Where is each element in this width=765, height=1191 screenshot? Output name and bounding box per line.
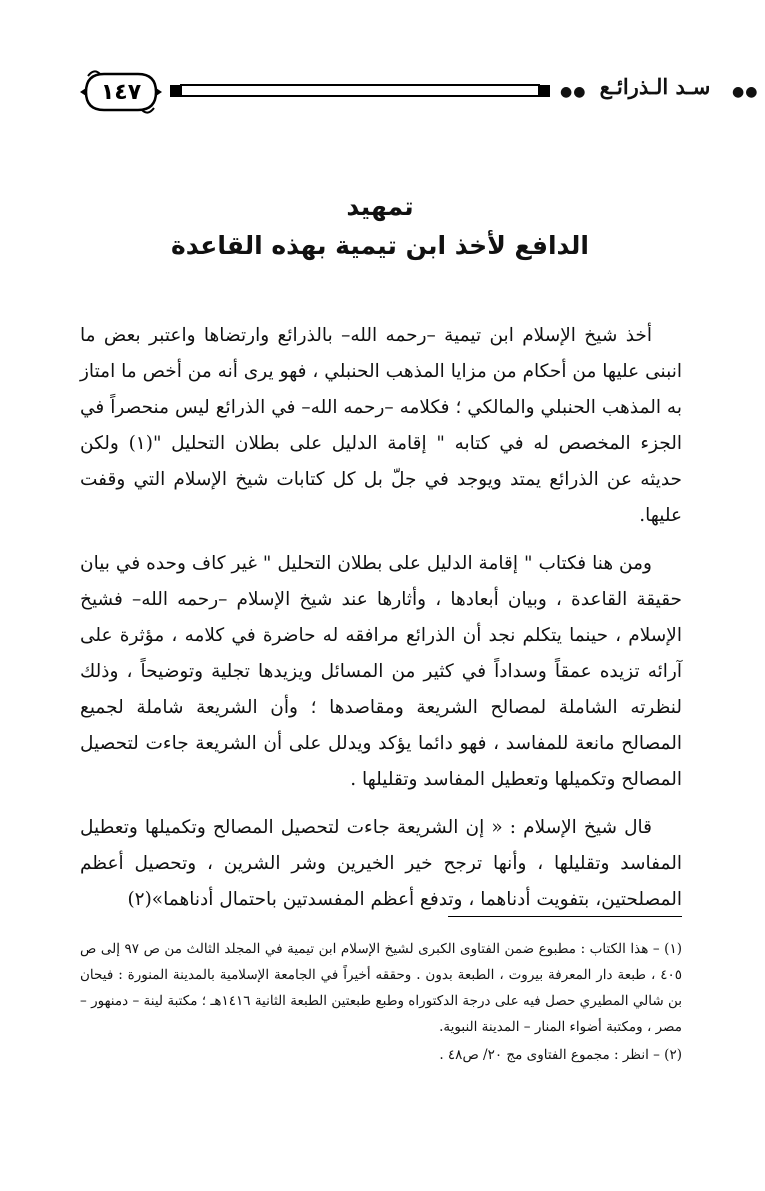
paragraph: قال شيخ الإسلام : « إن الشريعة جاءت لتحصيل المصالح وتكميلها وتعطيل المفاسد وتقليلها ، وأنها ترجح خير الخيرين وشر الشرين ، وتحصيل أعظم المصلحتين، بتفويت أدناهما ، وتدفع أعظم المفسدتين باحتمال أدناهما»(٢) [80,817,682,910]
page-number-badge [80,70,162,114]
footnotes [80,936,682,1070]
paragraph: ومن هنا فكتاب " إقامة الدليل على بطلان التحليل " غير كاف وحده في بيان حقيقة القاعدة ، وبيان أبعادها ، وأثارها عند شيخ الإسلام –رحمه الله– فشيخ الإسلام ، حينما يتكلم نجد أن الذرائع مرافقه له حاضرة في كلامه ، مؤثرة على آرائه تزيده عمقاً وسداداً في كثير من المسائل ويزيدها تجلية وتوضيحاً ، وذلك لنظرته الشاملة لمصالح الشريعة ومقاصدها ؛ وأن الشريعة شاملة لجميع المصالح مانعة للمفاسد ، فهو دائما يؤكد ويدلل على أن الشريعة جاءت لتحصيل المصالح وتكميلها وتعطيل المفاسد وتقليلها . [80,553,682,790]
footnote: (٢) – انظر : مجموع الفتاوى مج ٢٠/ ص٤٨ . [439,1047,682,1063]
dots-ornament: ●● [732,84,759,100]
header-rule [180,95,540,97]
page-number: ١٤٧ [100,79,142,105]
dots-ornament: ●● [560,84,587,100]
rule-end-block [538,85,550,97]
body-text [80,318,682,930]
chapter-title [80,192,680,260]
running-title: سـد الـذرائـع [599,74,711,99]
title-heading: تمهيد [346,192,414,221]
paragraph: أخذ شيخ الإسلام ابن تيمية –رحمه الله– بالذرائع وارتضاها واعتبر بعض ما انبنى عليها من أحكام من مزايا المذهب الحنبلي ، فهو يرى أنه من أخص ما امتاز به المذهب الحنبلي والمالكي ؛ فكلامه –رحمه الله– في الذرائع ليس منحصراً في الجزء المخصص له في كتابه " إقامة الدليل على بطلان التحليل "(١) ولكن حديثه عن الذرائع يمتد ويوجد في جلّ بل كل كتابات شيخ الإسلام التي وقفت عليها. [80,325,683,526]
header-rule [180,84,540,86]
title-subheading: الدافع لأخذ ابن تيمية بهذه القاعدة [171,231,589,260]
page-header [80,68,759,118]
footnote: (١) – هذا الكتاب : مطبوع ضمن الفتاوى الكبرى لشيخ الإسلام ابن تيمية في المجلد الثالث من ص ٩٧ إلى ص ٤٠٥ ، طبعة دار المعرفة بيروت ، الطبعة بدون . وحققه أخيراً في الجامعة الإسلامية بالمدينة المنورة : فيحان بن شالي المطيري حصل فيه على درجة الدكتوراه وطبع طبعتين الطبعة الثانية ١٤١٦هـ ؛ مكتبة لينة – دمنهور – مصر ، ومكتبة أضواء المنار – المدينة النبوية. [80,941,682,1035]
footnote-divider [448,916,682,917]
